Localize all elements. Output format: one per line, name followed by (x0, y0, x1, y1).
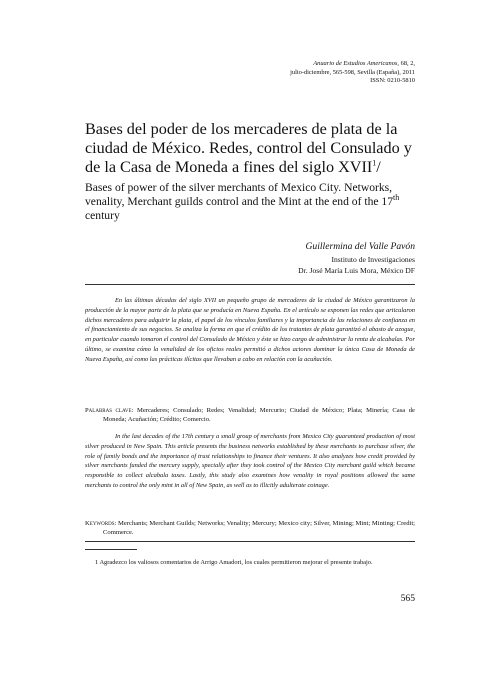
keywords-spanish (85, 406, 415, 425)
page-number: 565 (400, 593, 415, 604)
keywords-spanish-text: Mercaderes; Consulado; Redes; Venalidad; Mercurio; Ciudad de México; Plata; Minería; Casa de Moneda; Acuñación; Crédito; Comercio. (103, 407, 415, 424)
title-english-text: Bases of power of the silver merchants of Mexico City. Networks, venality, Merchant guilds control and the Mint at the end of the 17 (85, 181, 394, 208)
footnote-rule (85, 549, 137, 550)
article-title-spanish (85, 120, 415, 177)
journal-header (85, 60, 415, 86)
keywords-english-label: Keywords: (85, 520, 117, 527)
affiliation-line-1: Instituto de Investigaciones (331, 255, 415, 264)
journal-citation (85, 60, 415, 69)
title-footnote-mark[interactable]: 1 (372, 158, 377, 168)
divider-bottom (85, 541, 415, 542)
journal-name: Anuario de Estudios Americanos (313, 60, 398, 67)
journal-volume: , 68, 2, (397, 60, 415, 67)
title-spanish-text: Bases del poder de los mercaderes de plata de la ciudad de México. Redes, control del Consulado y de la Casa de Moneda a fines del siglo XVII (85, 120, 412, 176)
title-english-superscript: th (393, 193, 400, 203)
keywords-english (85, 519, 415, 538)
divider-top (85, 284, 415, 285)
affiliation-line-2: Dr. José María Luis Mora, México DF (298, 266, 415, 275)
author-name: Guillermina del Valle Pavón (305, 241, 415, 252)
abstract-spanish: En las últimas décadas del siglo XVII un pequeño grupo de mercaderes de la ciudad de México garantizaron la producción de la mayor parte de la plata que se producía en Nueva España. En el artículo se exponen las redes que articularon dichos mercaderes para adquirir la plata, el papel de los vínculos familiares y la importancia de las relaciones de confianza en el financiamiento de sus negocios. Se analiza la forma en que el crédito de los tratantes de plata garantizó el abasto de azogue, en particular cuando tomaron el control del Consulado de México y éste se hizo cargo de administrar la renta de alcabalas. Por último, se examina cómo la venalidad de los oficios reales permitió a dichos actores dominar la única Casa de Moneda de Nueva España, así como las prácticas ilícitas que llevaban a cabo en relación con la acuñación. (85, 297, 415, 363)
title-spanish-suffix: / (376, 158, 381, 176)
title-english-end: century (85, 209, 120, 222)
abstract-english: In the last decades of the 17th century a small group of merchants from Mexico City guaranteed production of most silver produced in New Spain. This article presents the business networks established by these merchants to purchase silver, the role of family bonds and the importance of trust relationships to finance their ventures. It also analyzes how credit provided by silver merchants funded the mercury supply, specially after they took control of the Mexico City merchant guild which became responsible to collect alcabala taxes. Lastly, this study also examines how venality in royal positions allowed the same merchants to control the only mint in all of New Spain, as well as to illicitly adulterate coinage. (85, 433, 415, 489)
footnote: 1 Agradezco los valiosos comentarios de Arrigo Amadori, los cuales permitieron mejorar el presente trabajo. (95, 559, 373, 566)
keywords-english-text: Merchants; Merchant Guilds; Networks; Venality; Mercury; Mexico city; Silver, Mining; Mint; Minting; Credit; Commerce. (103, 520, 415, 537)
journal-issue-line: julio-diciembre, 565-598, Sevilla (España), 2011 (290, 68, 415, 76)
journal-issn: ISSN: 0210-5810 (370, 77, 415, 85)
author-affiliation (298, 254, 415, 276)
article-title-english (85, 181, 415, 223)
keywords-spanish-label: Palabras clave: (85, 407, 134, 414)
